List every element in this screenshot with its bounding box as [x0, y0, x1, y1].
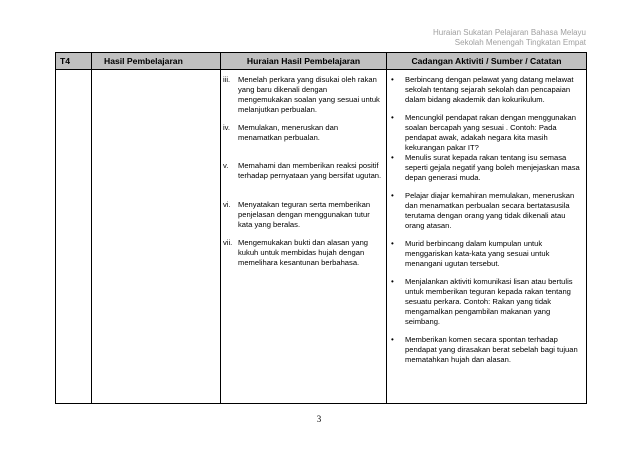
cell-outcomes: [221, 70, 387, 404]
header-cell-t4: T4: [56, 53, 92, 70]
activity-text: Mencungkil pendapat rakan dengan menggunakan soalan bercapah yang sesuai . Contoh: Pada pendapat awak, adakah negara kita masih kekurangan pakar IT?: [405, 113, 576, 152]
activity-text: Menulis surat kepada rakan tentang isu semasa seperti gejala negatif yang boleh menjejaskan masa depan generasi muda.: [405, 153, 580, 182]
outcome-text: Memahami dan memberikan reaksi positif terhadap pernyataan yang bersifat ugutan.: [238, 161, 382, 180]
outcome-number: vi.: [223, 200, 231, 209]
outcome-list: [221, 70, 386, 268]
table-header-row: [56, 53, 587, 70]
syllabus-table: [55, 52, 587, 404]
activity-text: Murid berbincang dalam kumpulan untuk menggariskan kata-kata yang sesuai untuk menangani ugutan tersebut.: [405, 239, 550, 268]
header-cell-huraian: Huraian Hasil Pembelajaran: [221, 53, 387, 70]
activity-item: [391, 75, 580, 105]
outcome-item: [223, 123, 382, 143]
outcome-item: [223, 200, 382, 230]
document-header: [433, 28, 586, 48]
bullet-icon: •: [391, 113, 394, 122]
cell-t4-empty: [56, 70, 92, 404]
bullet-icon: •: [391, 191, 394, 200]
activity-item: [391, 277, 580, 327]
activity-item: [391, 239, 580, 269]
header-line-2: Sekolah Menengah Tingkatan Empat: [454, 38, 586, 47]
cell-hasil-empty: [92, 70, 221, 404]
activity-item: [391, 335, 580, 365]
outcome-number: vii.: [223, 238, 233, 247]
activity-item: [391, 153, 580, 183]
activity-text: Menjalankan aktiviti komunikasi lisan atau bertulis untuk memberikan teguran kepada rakan tentang sesuatu perkara. Contoh: Rakan yang tidak mengamalkan pengambilan makanan yang seimbang.: [405, 277, 573, 326]
outcome-item: [223, 238, 382, 268]
activity-text: Berbincang dengan pelawat yang datang melawat sekolah tentang sejarah sekolah dan pencapaian dalam bidang akademik dan kokurikulum.: [405, 75, 574, 104]
bullet-icon: •: [391, 239, 394, 248]
header-line-1: Huraian Sukatan Pelajaran Bahasa Melayu: [433, 28, 586, 37]
outcome-item: [223, 161, 382, 181]
page-number: 3: [316, 414, 322, 424]
table-body-row: [56, 70, 587, 404]
bullet-icon: •: [391, 277, 394, 286]
activity-list: [387, 70, 586, 365]
bullet-icon: •: [391, 153, 394, 162]
header-cell-cadangan: Cadangan Aktiviti / Sumber / Catatan: [387, 53, 587, 70]
activity-item: [391, 113, 580, 153]
outcome-number: v.: [223, 161, 229, 170]
outcome-text: Memulakan, meneruskan dan menamatkan perbualan.: [238, 123, 339, 142]
activity-text: Pelajar diajar kemahiran memulakan, meneruskan dan menamatkan perbualan secara bertatasusila terutama dengan orang yang tidak dikenali atau orang atasan.: [405, 191, 575, 230]
outcome-number: iv.: [223, 123, 231, 132]
header-cell-hasil: Hasil Pembelajaran: [92, 53, 221, 70]
outcome-text: Menyatakan teguran serta memberikan penjelasan dengan menggunakan tutur kata yang beralas.: [238, 200, 371, 229]
outcome-text: Menelah perkara yang disukai oleh rakan yang baru dikenali dengan mengemukakan soalan yang sesuai untuk melanjutkan perbualan.: [238, 75, 380, 114]
outcome-text: Mengemukakan bukti dan alasan yang kukuh untuk membidas hujah dengan memelihara kesantunan berbahasa.: [238, 238, 369, 267]
activity-item: [391, 191, 580, 231]
activity-text: Memberikan komen secara spontan terhadap pendapat yang dirasakan berat sebelah bagi tujuan mematahkan hujah dan alasan.: [405, 335, 578, 364]
outcome-item: [223, 75, 382, 115]
cell-activities: [387, 70, 587, 404]
bullet-icon: •: [391, 75, 394, 84]
outcome-number: iii.: [223, 75, 231, 84]
bullet-icon: •: [391, 335, 394, 344]
